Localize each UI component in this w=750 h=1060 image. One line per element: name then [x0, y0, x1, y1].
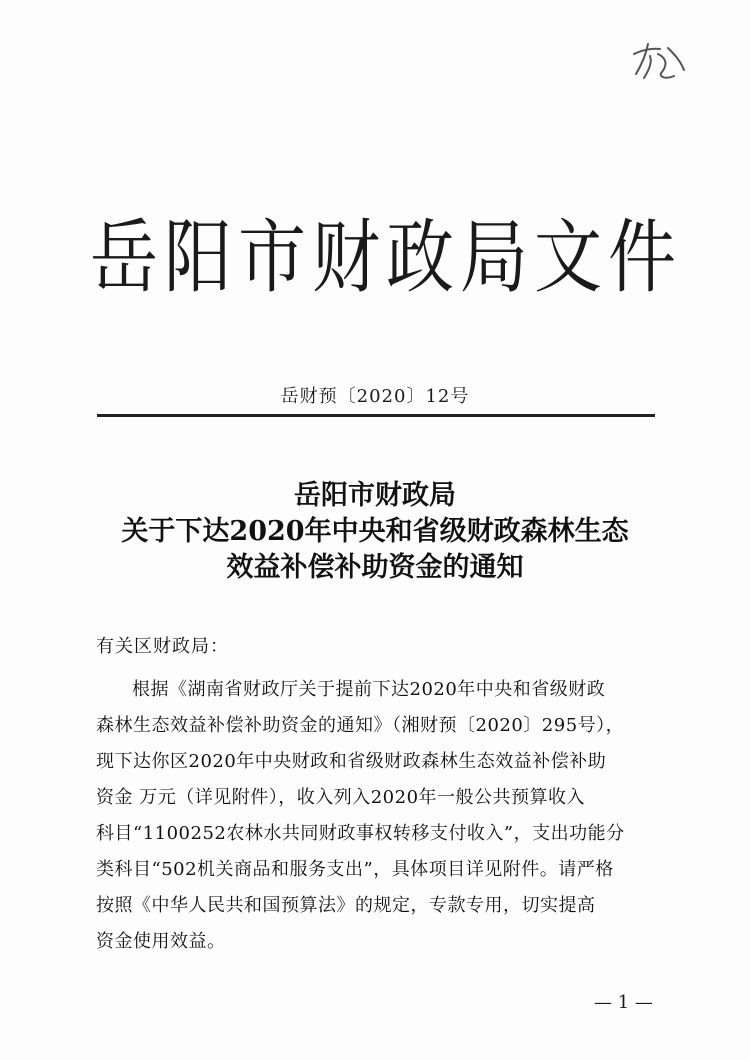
body-line: 类科目“502机关商品和服务支出”，具体项目详见附件。请严格	[96, 859, 614, 880]
body-line: 资金 万元（详见附件），收入列入2020年一般公共预算收入	[96, 787, 586, 808]
notice-title	[0, 478, 750, 586]
body-line: 现下达你区2020年中央财政和省级财政森林生态效益补偿补助	[96, 751, 607, 772]
notice-title-line-2: 关于下达2020年中央和省级财政森林生态	[121, 516, 629, 547]
notice-title-line-3: 效益补偿补助资金的通知	[226, 552, 524, 583]
header-separator-line	[97, 414, 655, 417]
body-line: 资金使用效益。	[96, 931, 226, 952]
body-line: 按照《中华人民共和国预算法》的规定，专款专用，切实提高	[96, 895, 596, 916]
body-line: 森林生态效益补偿补助资金的通知》（湘财预〔2020〕295号），	[96, 715, 625, 736]
handwritten-mark	[628, 40, 688, 84]
notice-title-line-1: 岳阳市财政局	[294, 480, 456, 511]
document-header-title: 岳阳市财政局文件	[90, 212, 683, 306]
page-number: — 1 —	[594, 992, 653, 1013]
addressee: 有关区财政局：	[96, 636, 229, 657]
body-line: 根据《湖南省财政厅关于提前下达2020年中央和省级财政	[132, 679, 606, 700]
notice-body	[96, 672, 658, 960]
document-number: 岳财预〔2020〕12号	[280, 386, 470, 407]
body-line: 科目“1100252农林水共同财政事权转移支付收入”，支出功能分	[96, 823, 625, 844]
